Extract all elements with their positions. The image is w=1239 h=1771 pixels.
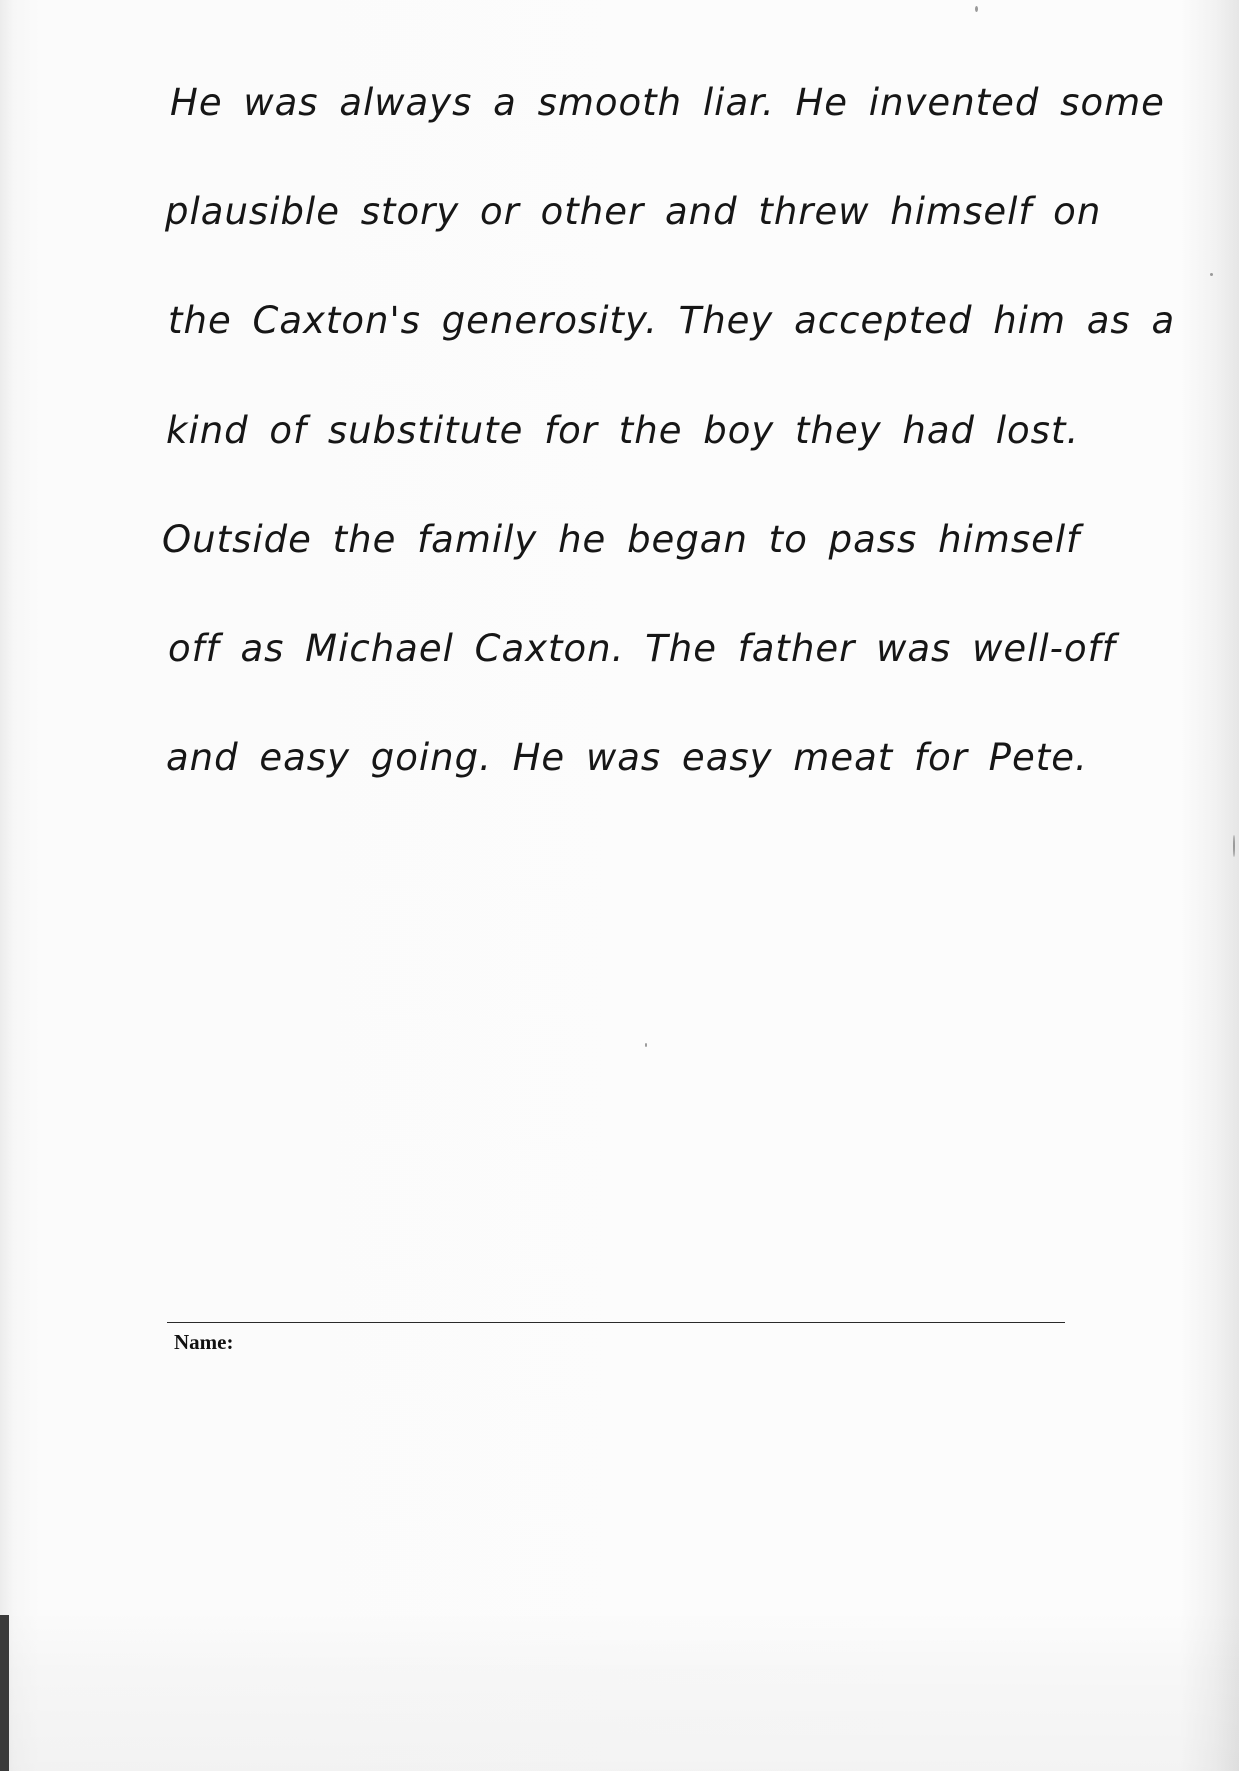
- scan-shadow: [0, 1610, 1239, 1771]
- stray-dot: [1233, 835, 1235, 857]
- scan-edge-mark: [0, 1615, 9, 1771]
- handwritten-line: the Caxton's generosity. They accepted him as a: [168, 299, 1176, 342]
- handwritten-line: Outside the family he began to pass himself: [162, 518, 1081, 561]
- stray-dot: [645, 1043, 647, 1047]
- handwritten-line: plausible story or other and threw himself on: [165, 190, 1102, 233]
- handwritten-line: and easy going. He was easy meat for Pete.: [166, 736, 1088, 779]
- handwritten-line: off as Michael Caxton. The father was well-off: [168, 627, 1116, 670]
- handwritten-line: He was always a smooth liar. He invented some: [170, 81, 1165, 124]
- stray-dot: [1210, 273, 1213, 276]
- stray-dot: [975, 6, 978, 12]
- handwritten-line: kind of substitute for the boy they had lost.: [166, 409, 1080, 452]
- name-underline: [167, 1322, 1065, 1323]
- name-label: Name:: [174, 1330, 234, 1354]
